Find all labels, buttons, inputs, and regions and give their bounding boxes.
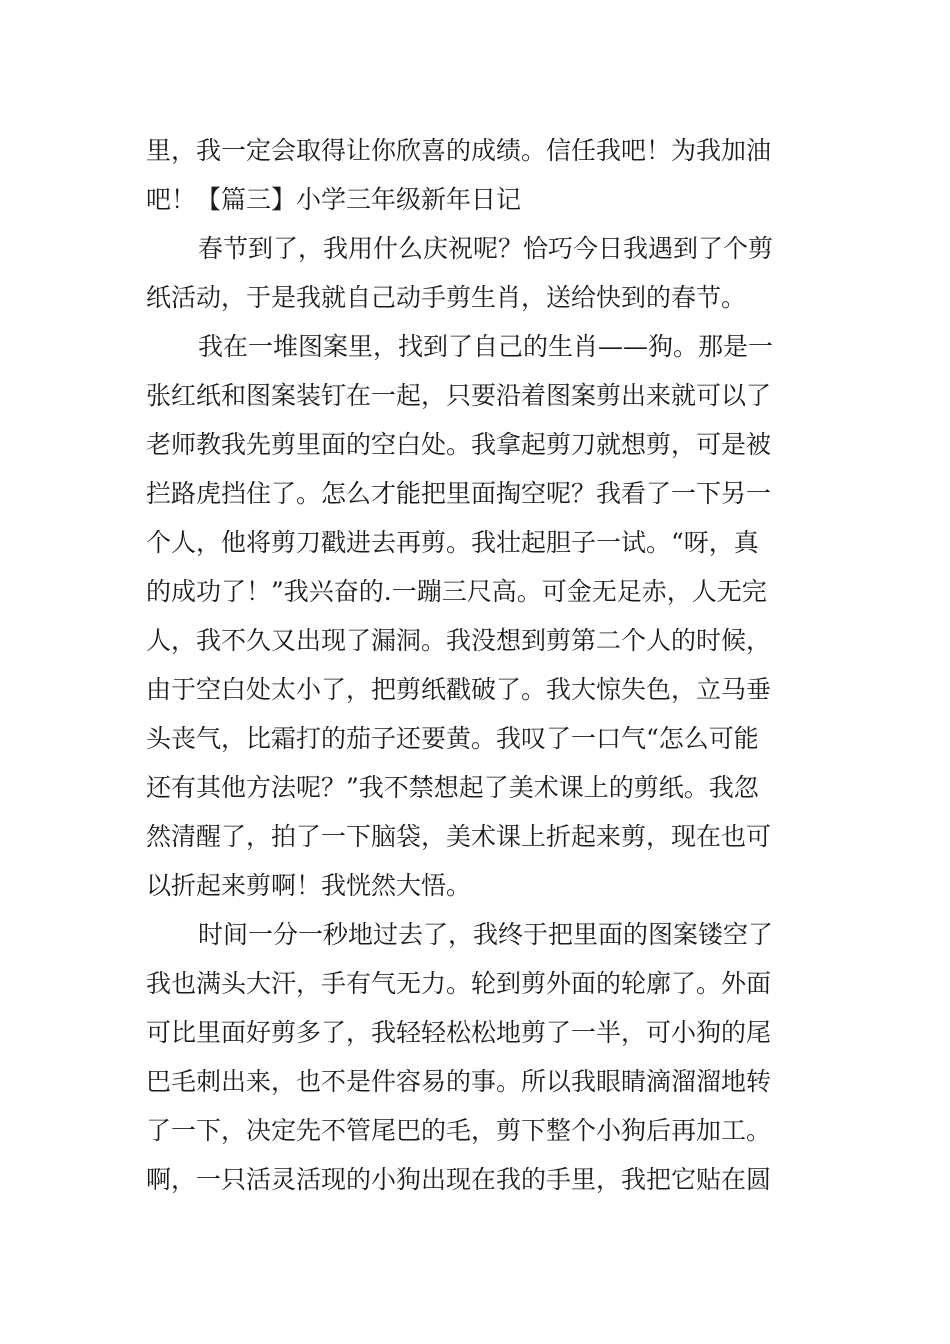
text-line: 人，我不久又出现了漏洞。我没想到剪第二个人的时候，: [146, 626, 772, 655]
text-line: 我在一堆图案里，找到了自己的生肖——狗。那是一: [198, 332, 774, 361]
text-line: 巴毛刺出来，也不是件容易的事。所以我眼睛滴溜溜地转: [146, 1067, 772, 1096]
text-line: 的成功了！”我兴奋的.一蹦三尺高。可金无足赤，人无完: [146, 577, 767, 606]
text-line: 了一下，决定先不管尾巴的毛，剪下整个小狗后再加工。: [146, 1116, 772, 1145]
text-line: 头丧气，比霜打的茄子还要黄。我叹了一口气“怎么可能: [146, 724, 759, 753]
text-line: 可比里面好剪多了，我轻轻松松地剪了一半，可小狗的尾: [146, 1018, 772, 1047]
text-line: 张红纸和图案装钉在一起，只要沿着图案剪出来就可以了: [146, 381, 772, 410]
text-line: 然清醒了，拍了一下脑袋，美术课上折起来剪，现在也可: [146, 822, 772, 851]
text-line: 个人，他将剪刀戳进去再剪。我壮起胆子一试。“呀，真: [146, 528, 759, 557]
text-line: 拦路虎挡住了。怎么才能把里面掏空呢？我看了一下另一: [146, 479, 772, 508]
text-line: 由于空白处太小了，把剪纸戳破了。我大惊失色，立马垂: [146, 675, 772, 704]
text-line: 吧！【篇三】小学三年级新年日记: [146, 185, 522, 214]
text-line: 春节到了，我用什么庆祝呢？恰巧今日我遇到了个剪: [198, 234, 774, 263]
text-line: 纸活动，于是我就自己动手剪生肖，送给快到的春节。: [146, 283, 747, 312]
text-line: 啊，一只活灵活现的小狗出现在我的手里，我把它贴在圆: [146, 1165, 772, 1194]
text-line: 老师教我先剪里面的空白处。我拿起剪刀就想剪，可是被: [146, 430, 772, 459]
text-line: 时间一分一秒地过去了，我终于把里面的图案镂空了: [198, 920, 774, 949]
text-line: 里，我一定会取得让你欣喜的成绩。信任我吧！为我加油: [146, 136, 772, 165]
article-body: [146, 126, 808, 1204]
text-line: 以折起来剪啊！我恍然大悟。: [146, 871, 472, 900]
text-line: 我也满头大汗，手有气无力。轮到剪外面的轮廓了。外面: [146, 969, 772, 998]
text-line: 还有其他方法呢？”我不禁想起了美术课上的剪纸。我忽: [146, 773, 759, 802]
